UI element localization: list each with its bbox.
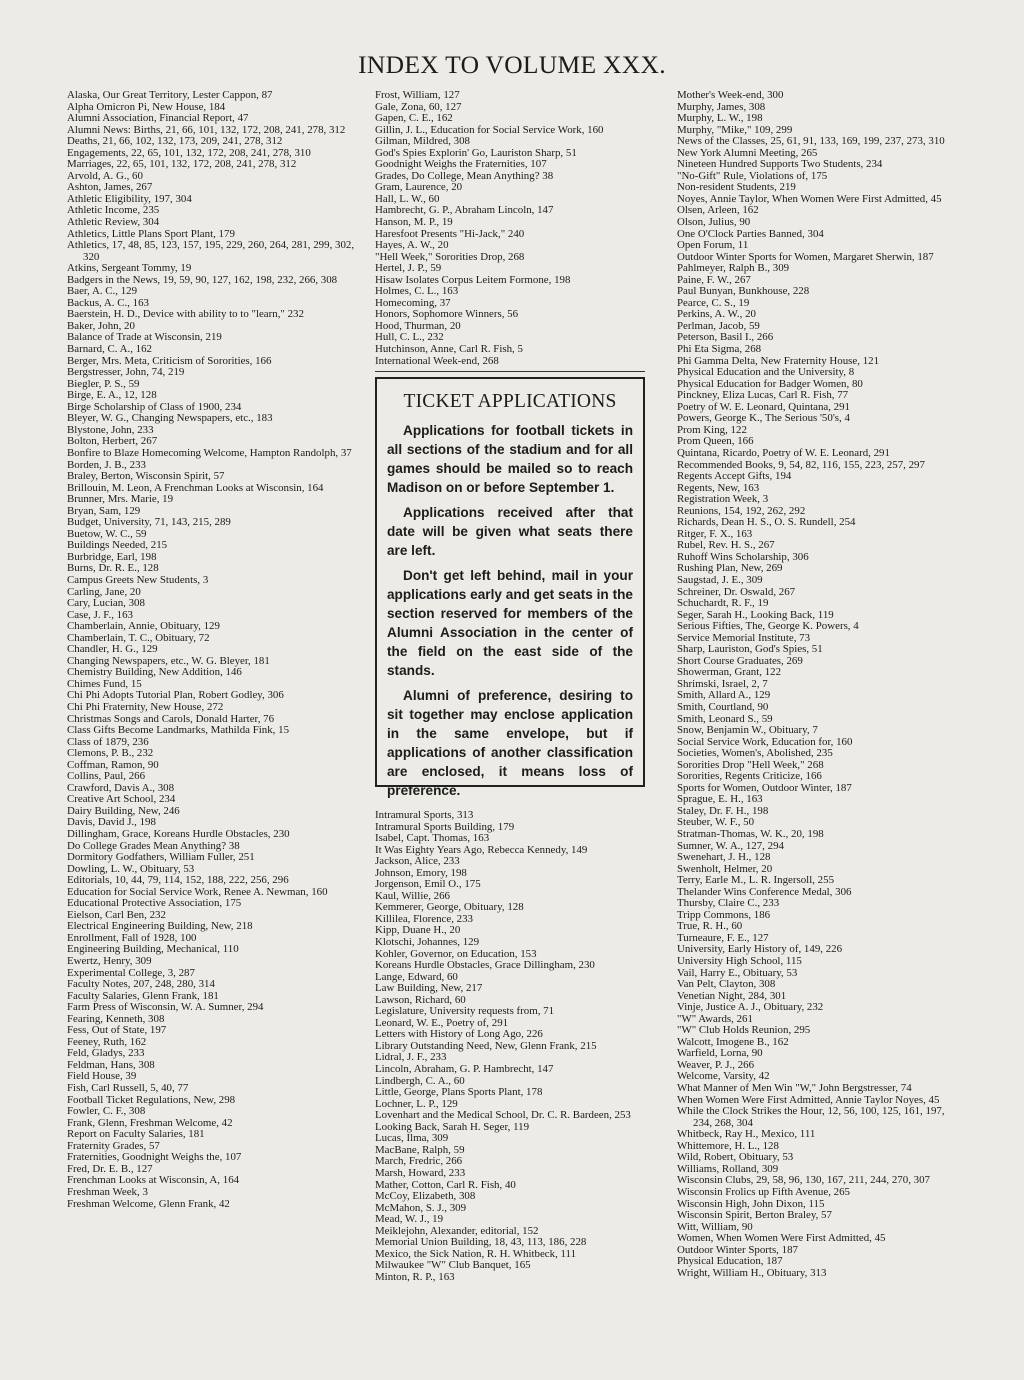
- index-entry: Nineteen Hundred Supports Two Students, 234: [677, 158, 883, 171]
- index-entry: Wisconsin Frolics up Fifth Avenue, 265: [677, 1185, 850, 1198]
- index-entry: Dairy Building, New, 246: [67, 804, 180, 817]
- index-entry: Venetian Night, 284, 301: [677, 989, 787, 1002]
- index-entry: Haresfoot Presents "Hi-Jack," 240: [375, 227, 525, 240]
- ticket-box-title: TICKET APPLICATIONS: [403, 391, 617, 412]
- index-entry: Little, George, Plans Sports Plant, 178: [375, 1086, 543, 1099]
- index-entry: Report on Faculty Salaries, 181: [67, 1128, 205, 1141]
- index-entry: MacBane, Ralph, 59: [375, 1143, 465, 1156]
- index-entry: Meiklejohn, Alexander, editorial, 152: [375, 1224, 539, 1237]
- index-entry: Warfield, Lorna, 90: [677, 1047, 763, 1060]
- index-entry: Regents Accept Gifts, 194: [677, 470, 792, 483]
- index-entry: Chemistry Building, New Addition, 146: [67, 666, 242, 679]
- index-entry: Mother's Week-end, 300: [677, 89, 784, 101]
- index-entry: Intramural Sports, 313: [375, 809, 474, 821]
- index-entry: Electrical Engineering Building, New, 218: [67, 920, 253, 933]
- index-entry: Feld, Gladys, 233: [67, 1047, 145, 1060]
- index-entry: Sprague, E. H., 163: [677, 793, 763, 806]
- index-entry: Gapen, C. E., 162: [375, 112, 453, 125]
- index-entry: Swenehart, J. H., 128: [677, 851, 771, 864]
- index-entry: "No-Gift" Rule, Violations of, 175: [677, 169, 828, 182]
- index-entry: Steuber, W. F., 50: [677, 816, 755, 829]
- index-entry: Olson, Julius, 90: [677, 216, 751, 229]
- index-entry: Turneaure, F. E., 127: [677, 931, 769, 944]
- index-entry: Smith, Courtland, 90: [677, 700, 769, 713]
- ticket-paragraph: Alumni of preference, desiring to sit together may enclose application in the same envelope, but if applications of another classification are enclosed, it means loss of preference.: [387, 688, 633, 798]
- index-entry: Powers, George K., The Serious '50's, 4: [677, 412, 850, 425]
- index-entry: Outdoor Winter Sports for Women, Margaret Sherwin, 187: [677, 250, 934, 263]
- index-entry: "W" Awards, 261: [677, 1012, 753, 1025]
- index-entry: Burbridge, Earl, 198: [67, 550, 157, 563]
- index-entry: Hayes, A. W., 20: [375, 239, 449, 252]
- index-entry: Registration Week, 3: [677, 493, 769, 506]
- index-entry: Bleyer, W. G., Changing Newspapers, etc., 183: [67, 412, 273, 425]
- index-entry: Ruhoff Wins Scholarship, 306: [677, 550, 809, 563]
- index-entry: Athletic Income, 235: [67, 204, 160, 217]
- ticket-applications-box: [375, 377, 645, 798]
- index-entry: Lawson, Richard, 60: [375, 993, 466, 1006]
- index-entry: Fred, Dr. E. B., 127: [67, 1162, 153, 1175]
- index-entry: Barnard, C. A., 162: [67, 343, 152, 356]
- index-entry: Freshman Welcome, Glenn Frank, 42: [67, 1197, 230, 1210]
- index-entry: Lincoln, Abraham, G. P. Hambrecht, 147: [375, 1063, 554, 1076]
- index-entry: Marriages, 22, 65, 101, 132, 172, 208, 241, 278, 312: [67, 158, 297, 171]
- index-entry: Cary, Lucian, 308: [67, 597, 145, 610]
- index-entry: Lovenhart and the Medical School, Dr. C. R. Bardeen, 253: [375, 1109, 631, 1122]
- index-entry: Women, When Women Were First Admitted, 45: [677, 1232, 886, 1245]
- index-entry: Biegler, P. S., 59: [67, 377, 140, 390]
- index-entry: Service Memorial Institute, 73: [677, 631, 811, 644]
- index-entry: Swenholt, Helmer, 20: [677, 862, 773, 875]
- index-entry: Outdoor Winter Sports, 187: [677, 1243, 798, 1256]
- index-column-middle-bottom: [375, 810, 657, 1283]
- index-entry: Non-resident Students, 219: [677, 181, 796, 194]
- index-entry: Klotschi, Johannes, 129: [375, 936, 480, 949]
- index-entry: Atkins, Sergeant Tommy, 19: [67, 262, 192, 275]
- index-entry: Freshman Week, 3: [67, 1185, 148, 1198]
- index-entry: Wild, Robert, Obituary, 53: [677, 1151, 794, 1164]
- index-entry: Bolton, Herbert, 267: [67, 435, 158, 448]
- index-entry: Faculty Salaries, Glenn Frank, 181: [67, 989, 219, 1002]
- index-entry: Wisconsin Spirit, Berton Braley, 57: [677, 1209, 832, 1222]
- index-entry: "W" Club Holds Reunion, 295: [677, 1024, 811, 1037]
- index-entry: Bonfire to Blaze Homecoming Welcome, Hampton Randolph, 37: [67, 446, 352, 459]
- index-entry: Smith, Leonard S., 59: [677, 712, 773, 725]
- index-entry: Collins, Paul, 266: [67, 770, 146, 783]
- index-entry: Prom King, 122: [677, 423, 747, 436]
- index-entry: Homecoming, 37: [375, 296, 451, 309]
- index-entry: Feldman, Hans, 308: [67, 1058, 155, 1071]
- index-entry: University High School, 115: [677, 955, 802, 968]
- index-entry: Social Service Work, Education for, 160: [677, 735, 853, 748]
- index-entry: Recommended Books, 9, 54, 82, 116, 155, 223, 257, 297: [677, 458, 925, 471]
- index-entry: Sports for Women, Outdoor Winter, 187: [677, 781, 852, 794]
- index-entry: Enrollment, Fall of 1928, 100: [67, 931, 197, 944]
- index-entry: Kaul, Willie, 266: [375, 889, 450, 902]
- index-entry: Wisconsin Clubs, 29, 58, 96, 130, 167, 211, 244, 270, 307: [677, 1174, 930, 1187]
- index-entry: Regents, New, 163: [677, 481, 760, 494]
- index-entry: Library Outstanding Need, New, Glenn Frank, 215: [375, 1039, 597, 1052]
- index-entry: McCoy, Elizabeth, 308: [375, 1190, 476, 1203]
- index-entry: Hisaw Isolates Corpus Leitem Formone, 198: [375, 273, 571, 286]
- index-entry: Legislature, University requests from, 71: [375, 1005, 555, 1018]
- index-entry: Education for Social Service Work, Renee A. Newman, 160: [67, 885, 328, 898]
- index-entry: Murphy, "Mike," 109, 299: [677, 123, 793, 136]
- index-entry: Brillouin, M. Leon, A Frenchman Looks at Wisconsin, 164: [67, 481, 324, 494]
- index-entry: Ashton, James, 267: [67, 181, 153, 194]
- index-entry: McMahon, S. J., 309: [375, 1201, 467, 1214]
- index-entry: Alumni News: Births, 21, 66, 101, 132, 172, 208, 241, 278, 312: [67, 123, 346, 136]
- index-entry: Campus Greets New Students, 3: [67, 573, 209, 586]
- index-entry: Letters with History of Long Ago, 226: [375, 1028, 543, 1041]
- index-entry: Editorials, 10, 44, 79, 114, 152, 188, 222, 256, 296: [67, 874, 289, 887]
- index-entry: Wright, William H., Obituary, 313: [677, 1266, 827, 1279]
- index-entry: Berger, Mrs. Meta, Criticism of Sororities, 166: [67, 354, 272, 367]
- index-entry: Tripp Commons, 186: [677, 908, 771, 921]
- index-entry: Alumni Association, Financial Report, 47: [67, 112, 249, 125]
- index-entry: Honors, Sophomore Winners, 56: [375, 308, 519, 321]
- index-entry: Koreans Hurdle Obstacles, Grace Dillingham, 230: [375, 959, 595, 972]
- index-entry: Bergstresser, John, 74, 219: [67, 366, 185, 379]
- index-entry: Sororities, Regents Criticize, 166: [677, 770, 822, 783]
- index-entry: Kohler, Governor, on Education, 153: [375, 947, 537, 960]
- index-entry: Pearce, C. S., 19: [677, 296, 750, 309]
- index-entry: Chamberlain, Annie, Obituary, 129: [67, 620, 220, 633]
- index-entry: Crawford, Davis A., 308: [67, 781, 175, 794]
- divider: [375, 371, 645, 372]
- index-entry: Brunner, Mrs. Marie, 19: [67, 493, 174, 506]
- index-entry: Field House, 39: [67, 1070, 137, 1083]
- index-entry: Chimes Fund, 15: [67, 677, 142, 690]
- index-entry: Fraternities, Goodnight Weighs the, 107: [67, 1151, 242, 1164]
- index-entry: News of the Classes, 25, 61, 91, 133, 169, 199, 237, 273, 310: [677, 135, 945, 148]
- index-entry: Gram, Laurence, 20: [375, 181, 463, 194]
- index-entry: Welcome, Varsity, 42: [677, 1070, 770, 1083]
- index-entry: Wisconsin High, John Dixon, 115: [677, 1197, 825, 1210]
- index-entry: Lochner, L. P., 129: [375, 1097, 458, 1110]
- index-entry: Perlman, Jacob, 59: [677, 319, 760, 332]
- index-entry: Baerstein, H. D., Device with ability to to "learn," 232: [67, 308, 304, 321]
- index-entry: Open Forum, 11: [677, 239, 749, 252]
- page-title: INDEX TO VOLUME XXX.: [358, 50, 666, 79]
- index-entry: Whittemore, H. L., 128: [677, 1139, 779, 1152]
- index-entry: Grades, Do College, Mean Anything? 38: [375, 169, 554, 182]
- index-entry: Jorgenson, Emil O., 175: [375, 878, 481, 891]
- index-entry: Alaska, Our Great Territory, Lester Cappon, 87: [67, 89, 273, 101]
- index-entry: Shrimski, Israel, 2, 7: [677, 677, 768, 690]
- index-entry: Do College Grades Mean Anything? 38: [67, 839, 240, 852]
- index-entry: Vail, Harry E., Obituary, 53: [677, 966, 798, 979]
- index-entry: Blystone, John, 233: [67, 423, 154, 436]
- index-entry: Budget, University, 71, 143, 215, 289: [67, 516, 231, 529]
- index-entry: Chi Phi Fraternity, New House, 272: [67, 700, 224, 713]
- index-entry: Goodnight Weighs the Fraternities, 107: [375, 158, 547, 171]
- index-entry: Poetry of W. E. Leonard, Quintana, 291: [677, 400, 851, 413]
- index-entry: New York Alumni Meeting, 265: [677, 146, 818, 159]
- index-entry: Terry, Earle M., L. R. Ingersoll, 255: [677, 874, 835, 887]
- index-entry: Kemmerer, George, Obituary, 128: [375, 901, 524, 914]
- index-entry: Buildings Needed, 215: [67, 539, 168, 552]
- index-entry: Balance of Trade at Wisconsin, 219: [67, 331, 222, 344]
- index-entry: Whitbeck, Ray H., Mexico, 111: [677, 1128, 816, 1141]
- index-entry: True, R. H., 60: [677, 920, 743, 933]
- index-entry: Staley, Dr. F. H., 198: [677, 804, 769, 817]
- index-entry: Murphy, L. W., 198: [677, 112, 763, 125]
- index-entry: Athletic Eligibility, 197, 304: [67, 192, 192, 205]
- index-entry: Short Course Graduates, 269: [677, 654, 803, 667]
- index-entry: Chi Phi Adopts Tutorial Plan, Robert Godley, 306: [67, 689, 284, 702]
- index-entry: Hall, L. W., 60: [375, 192, 440, 205]
- index-entry: Fish, Carl Russell, 5, 40, 77: [67, 1082, 189, 1095]
- index-entry: Gilman, Mildred, 308: [375, 135, 470, 148]
- index-entry: It Was Eighty Years Ago, Rebecca Kennedy, 149: [375, 843, 588, 856]
- index-entry: Hanson, M. P., 19: [375, 216, 453, 229]
- index-entry: Class of 1879, 236: [67, 735, 149, 748]
- index-entry: Chandler, H. G., 129: [67, 643, 158, 656]
- index-entry: Witt, William, 90: [677, 1220, 753, 1233]
- index-entry: Baker, John, 20: [67, 319, 135, 332]
- index-entry: Olsen, Arleen, 162: [677, 204, 759, 217]
- index-entry: Kipp, Duane H., 20: [375, 924, 461, 937]
- index-entry: Vinje, Justice A. J., Obituary, 232: [677, 1001, 824, 1014]
- index-entry: Stratman-Thomas, W. K., 20, 198: [677, 828, 824, 840]
- index-entry: Smith, Allard A., 129: [677, 689, 771, 702]
- index-entry: Seger, Sarah H., Looking Back, 119: [677, 608, 834, 621]
- ticket-paragraph: Applications received after that date will be given what seats there are left.: [387, 505, 633, 558]
- index-entry: Killilea, Florence, 233: [375, 912, 473, 925]
- index-entry: Noyes, Annie Taylor, When Women Were First Admitted, 45: [677, 192, 942, 205]
- index-entry: Fraternity Grades, 57: [67, 1139, 160, 1152]
- index-entry: Jackson, Alice, 233: [375, 855, 460, 868]
- index-column-middle-top: [375, 90, 657, 367]
- index-entry: Davis, David J., 198: [67, 816, 156, 829]
- index-entry: Mather, Cotton, Carl R. Fish, 40: [375, 1178, 516, 1191]
- index-entry: Dormitory Godfathers, William Fuller, 251: [67, 851, 255, 864]
- index-entry: Athletics, Little Plans Sport Plant, 179: [67, 227, 235, 240]
- index-entry: Chamberlain, T. C., Obituary, 72: [67, 631, 210, 644]
- index-entry: Lucas, Ilma, 309: [375, 1132, 449, 1145]
- index-entry: One O'Clock Parties Banned, 304: [677, 227, 824, 240]
- index-entry: When Women Were First Admitted, Annie Taylor Noyes, 45: [677, 1093, 940, 1106]
- index-entry: Hood, Thurman, 20: [375, 319, 461, 332]
- index-column-left: [67, 90, 357, 1210]
- index-entry: Murphy, James, 308: [677, 100, 766, 113]
- index-entry: Frenchman Looks at Wisconsin, A, 164: [67, 1174, 240, 1187]
- index-entry: Hull, C. L., 232: [375, 331, 444, 344]
- index-entry: Frost, William, 127: [375, 89, 460, 101]
- index-entry: Changing Newspapers, etc., W. G. Bleyer, 181: [67, 654, 270, 667]
- index-entry: Feeney, Ruth, 162: [67, 1035, 147, 1048]
- index-entry: Dillingham, Grace, Koreans Hurdle Obstacles, 230: [67, 828, 290, 840]
- index-entry: Peterson, Basil I., 266: [677, 331, 774, 344]
- index-entry: What Manner of Men Win "W," John Bergstresser, 74: [677, 1082, 912, 1095]
- index-entry: Ritger, F. X., 163: [677, 527, 753, 540]
- index-entry: Faculty Notes, 207, 248, 280, 314: [67, 978, 215, 991]
- index-entry: Law Building, New, 217: [375, 982, 483, 995]
- index-entry: Thursby, Claire C., 233: [677, 897, 780, 910]
- index-entry: Schreiner, Dr. Oswald, 267: [677, 585, 796, 598]
- index-entry: Fess, Out of State, 197: [67, 1024, 167, 1037]
- ticket-paragraph: Don't get left behind, mail in your applications early and get seats in the section reserved for members of the Alumni Association in the center of the field on the east side of the stands.: [387, 568, 633, 678]
- index-entry: Gillin, J. L., Education for Social Service Work, 160: [375, 123, 604, 136]
- index-entry: Looking Back, Sarah H. Seger, 119: [375, 1120, 530, 1133]
- index-entry: Paine, F. W., 267: [677, 273, 751, 286]
- index-entry: March, Fredric, 266: [375, 1155, 463, 1168]
- index-entry: Paul Bunyan, Bunkhouse, 228: [677, 285, 810, 298]
- index-entry: Frank, Glenn, Freshman Welcome, 42: [67, 1116, 233, 1129]
- index-entry: Lindbergh, C. A., 60: [375, 1074, 465, 1087]
- index-entry: Societies, Women's, Abolished, 235: [677, 747, 833, 760]
- index-entry: Minton, R. P., 163: [375, 1270, 455, 1283]
- index-entry: "Hell Week," Sororities Drop, 268: [375, 250, 525, 263]
- index-entry: Clemons, P. B., 232: [67, 747, 154, 760]
- index-entry: Williams, Rolland, 309: [677, 1162, 779, 1175]
- index-entry: Birge Scholarship of Class of 1900, 234: [67, 400, 242, 413]
- index-entry: Engagements, 22, 65, 101, 132, 172, 208, 241, 278, 310: [67, 146, 311, 159]
- index-entry: While the Clock Strikes the Hour, 12, 56, 100, 125, 161, 197, 234, 268, 304: [677, 1105, 945, 1129]
- index-entry: Carling, Jane, 20: [67, 585, 141, 598]
- index-entry: Intramural Sports Building, 179: [375, 820, 515, 833]
- index-column-right: [677, 90, 953, 1279]
- index-entry: Perkins, A. W., 20: [677, 308, 756, 321]
- index-entry: Pahlmeyer, Ralph B., 309: [677, 262, 790, 275]
- index-entry: Backus, A. C., 163: [67, 296, 149, 309]
- index-entry: Braley, Berton, Wisconsin Spirit, 57: [67, 470, 225, 483]
- index-entry: Marsh, Howard, 233: [375, 1166, 466, 1179]
- index-entry: Phi Eta Sigma, 268: [677, 343, 762, 356]
- index-entry: Quintana, Ricardo, Poetry of W. E. Leonard, 291: [677, 446, 890, 459]
- index-entry: Physical Education, 187: [677, 1255, 783, 1268]
- index-entry: Isabel, Capt. Thomas, 163: [375, 832, 490, 845]
- index-entry: Burns, Dr. R. E., 128: [67, 562, 159, 575]
- index-entry: Borden, J. B., 233: [67, 458, 146, 471]
- index-entry: Phi Gamma Delta, New Fraternity House, 121: [677, 354, 880, 367]
- index-entry: Richards, Dean H. S., O. S. Rundell, 254: [677, 516, 856, 529]
- index-entry: Rubel, Rev. H. S., 267: [677, 539, 775, 552]
- index-entry: Christmas Songs and Carols, Donald Harter, 76: [67, 712, 275, 725]
- index-entry: Lange, Edward, 60: [375, 970, 458, 983]
- index-entry: Prom Queen, 166: [677, 435, 754, 448]
- index-entry: International Week-end, 268: [375, 354, 499, 367]
- index-entry: Eielson, Carl Ben, 232: [67, 908, 166, 921]
- index-entry: Walcott, Imogene B., 162: [677, 1035, 789, 1048]
- index-entry: Saugstad, J. E., 309: [677, 573, 763, 586]
- index-entry: Deaths, 21, 66, 102, 132, 173, 209, 241, 278, 312: [67, 135, 283, 148]
- index-entry: Schuchardt, R. F., 19: [677, 597, 769, 610]
- index-entry: Baer, A. C., 129: [67, 285, 138, 298]
- ticket-paragraph: Applications for football tickets in all sections of the stadium and for all games should be mailed so to reach Madison on or before September 1.: [387, 423, 633, 495]
- index-entry: Engineering Building, Mechanical, 110: [67, 943, 239, 956]
- index-entry: Reunions, 154, 192, 262, 292: [677, 504, 806, 517]
- index-entry: Fowler, C. F., 308: [67, 1105, 146, 1118]
- index-entry: Hutchinson, Anne, Carl R. Fish, 5: [375, 343, 523, 356]
- index-entry: University, Early History of, 149, 226: [677, 943, 843, 956]
- index-entry: Athletics, 17, 48, 85, 123, 157, 195, 229, 260, 264, 281, 299, 302, 320: [67, 239, 355, 263]
- index-entry: Birge, E. A., 12, 128: [67, 389, 157, 402]
- index-entry: Alpha Omicron Pi, New House, 184: [67, 100, 226, 113]
- index-entry: Johnson, Emory, 198: [375, 866, 467, 879]
- index-entry: Hambrecht, G. P., Abraham Lincoln, 147: [375, 204, 554, 217]
- index-entry: Leonard, W. E., Poetry of, 291: [375, 1016, 509, 1029]
- index-entry: Mead, W. J., 19: [375, 1213, 444, 1226]
- index-entry: Sororities Drop "Hell Week," 268: [677, 758, 824, 771]
- index-entry: Buetow, W. C., 59: [67, 527, 147, 540]
- index-entry: Coffman, Ramon, 90: [67, 758, 159, 771]
- index-entry: Weaver, P. J., 266: [677, 1058, 755, 1071]
- index-entry: Thelander Wins Conference Medal, 306: [677, 885, 852, 898]
- index-entry: Dowling, L. W., Obituary, 53: [67, 862, 195, 875]
- index-entry: Educational Protective Association, 175: [67, 897, 242, 910]
- index-entry: Sumner, W. A., 127, 294: [677, 839, 784, 852]
- index-entry: Case, J. F., 163: [67, 608, 133, 621]
- index-entry: Lidral, J. F., 233: [375, 1051, 447, 1064]
- index-entry: Rushing Plan, New, 269: [677, 562, 783, 575]
- index-entry: Sharp, Lauriston, God's Spies, 51: [677, 643, 823, 656]
- index-entry: Athletic Review, 304: [67, 216, 160, 229]
- index-entry: Mexico, the Sick Nation, R. H. Whitbeck, 111: [375, 1247, 577, 1260]
- index-entry: Creative Art School, 234: [67, 793, 176, 806]
- index-entry: Serious Fifties, The, George K. Powers, 4: [677, 620, 859, 633]
- index-entry: Arvold, A. G., 60: [67, 169, 143, 182]
- index-entry: Bryan, Sam, 129: [67, 504, 141, 517]
- index-entry: Milwaukee "W" Club Banquet, 165: [375, 1259, 531, 1272]
- index-entry: Memorial Union Building, 18, 43, 113, 186, 228: [375, 1236, 587, 1249]
- index-entry: Gale, Zona, 60, 127: [375, 100, 462, 113]
- index-entry: Showerman, Grant, 122: [677, 666, 782, 679]
- index-entry: Experimental College, 3, 287: [67, 966, 195, 979]
- index-entry: Physical Education and the University, 8: [677, 366, 855, 379]
- index-entry: Badgers in the News, 19, 59, 90, 127, 162, 198, 232, 266, 308: [67, 273, 338, 286]
- index-entry: Hertel, J. P., 59: [375, 262, 442, 275]
- index-entry: Van Pelt, Clayton, 308: [677, 978, 776, 991]
- index-entry: Class Gifts Become Landmarks, Mathilda Fink, 15: [67, 724, 290, 737]
- index-entry: Farm Press of Wisconsin, W. A. Sumner, 294: [67, 1001, 264, 1014]
- index-entry: Pinckney, Eliza Lucas, Carl R. Fish, 77: [677, 389, 849, 402]
- index-entry: Snow, Benjamin W., Obituary, 7: [677, 724, 818, 737]
- index-entry: Holmes, C. L., 163: [375, 285, 459, 298]
- index-entry: Football Ticket Regulations, New, 298: [67, 1093, 236, 1106]
- index-entry: God's Spies Explorin' Go, Lauriston Sharp, 51: [375, 146, 577, 159]
- index-entry: Physical Education for Badger Women, 80: [677, 377, 863, 390]
- index-entry: Fearing, Kenneth, 308: [67, 1012, 165, 1025]
- index-entry: Ewertz, Henry, 309: [67, 955, 152, 968]
